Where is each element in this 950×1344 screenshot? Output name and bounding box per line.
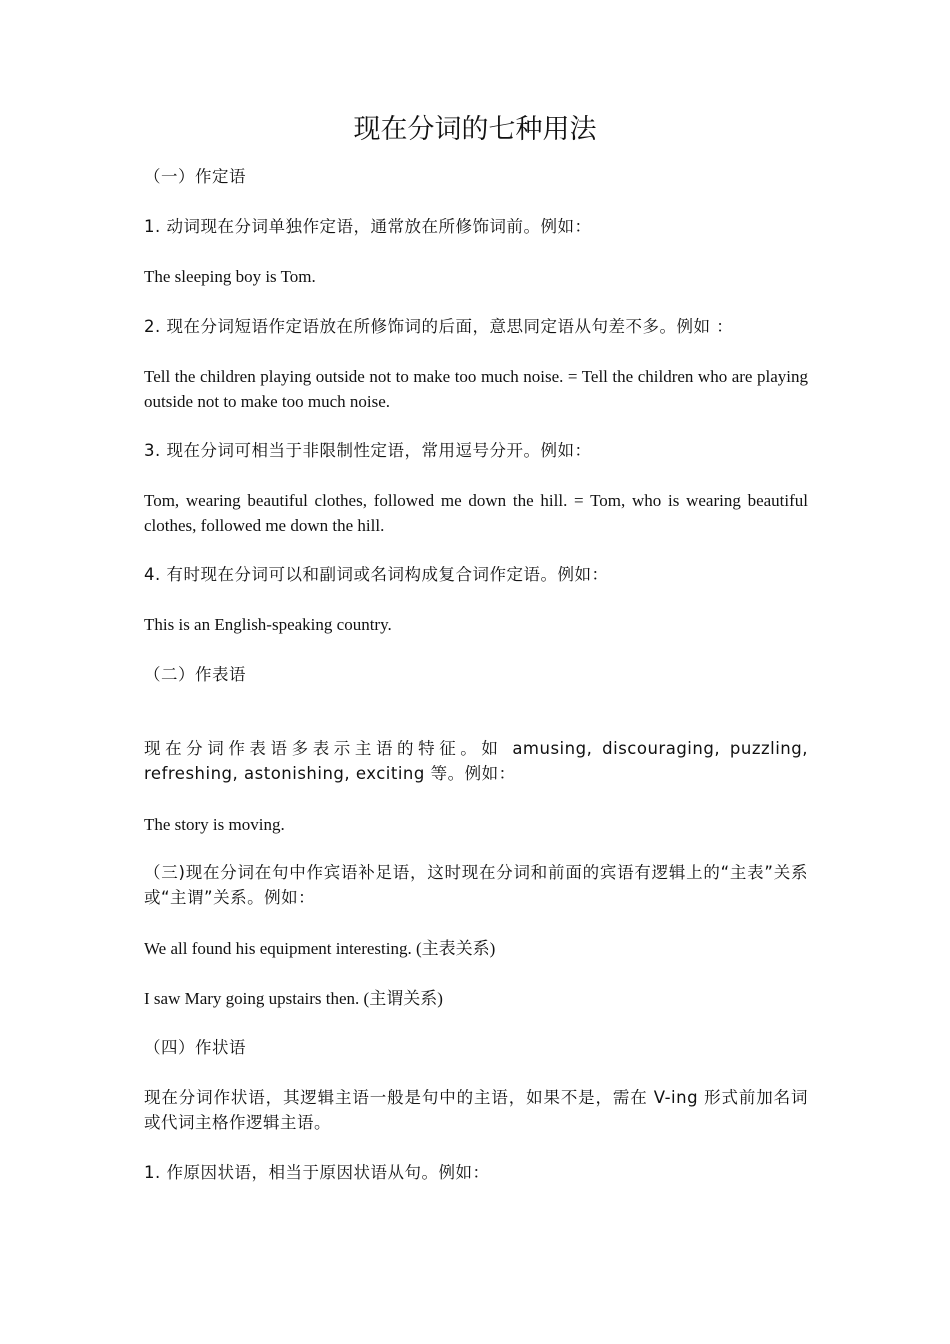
paragraph-example-4: This is an English-speaking country. <box>144 615 392 634</box>
section-heading-attributive: （一）作定语 <box>144 167 246 186</box>
section-heading-adverbial: （四）作状语 <box>144 1038 246 1057</box>
paragraph-example-2: Tell the children playing outside not to make too much noise. = Tell the children who are playing outside not to make too much noise. <box>144 367 808 411</box>
paragraph-adverbial-rule-1: 1. 作原因状语，相当于原因状语从句。例如： <box>144 1163 490 1182</box>
paragraph-complement-example-1: We all found his equipment interesting. (主表关系) <box>144 939 496 958</box>
document-title: 现在分词的七种用法 <box>353 114 597 145</box>
paragraph-complement-example-2: I saw Mary going upstairs then. (主谓关系) <box>144 989 443 1008</box>
paragraph-rule-3: 3. 现在分词可相当于非限制性定语，常用逗号分开。例如： <box>144 441 592 460</box>
paragraph-rule-1: 1. 动词现在分词单独作定语，通常放在所修饰词前。例如： <box>144 217 592 236</box>
paragraph-rule-4: 4. 有时现在分词可以和副词或名词构成复合词作定语。例如： <box>144 565 609 584</box>
paragraph-example-3: Tom, wearing beautiful clothes, followed me down the hill. = Tom, who is wearing beautiful clothes, followed me down the hill. <box>144 491 808 535</box>
section-heading-predicative: （二）作表语 <box>144 665 246 684</box>
paragraph-predicative-example: The story is moving. <box>144 815 285 834</box>
section-heading-object-complement: （三)现在分词在句中作宾语补足语，这时现在分词和前面的宾语有逻辑上的“主表”关系或“主谓”关系。例如： <box>144 863 808 907</box>
paragraph-rule-2: 2. 现在分词短语作定语放在所修饰词的后面，意思同定语从句差不多。例如 ： <box>144 317 734 336</box>
paragraph-predicative-rule: 现在分词作表语多表示主语的特征。如 amusing, discouraging, puzzling, refreshing, astonishing, exciting 等。例如： <box>144 739 808 783</box>
paragraph-adverbial-rule: 现在分词作状语，其逻辑主语一般是句中的主语，如果不是，需在 V-ing 形式前加名词或代词主格作逻辑主语。 <box>144 1088 808 1132</box>
paragraph-example-1: The sleeping boy is Tom. <box>144 267 316 286</box>
